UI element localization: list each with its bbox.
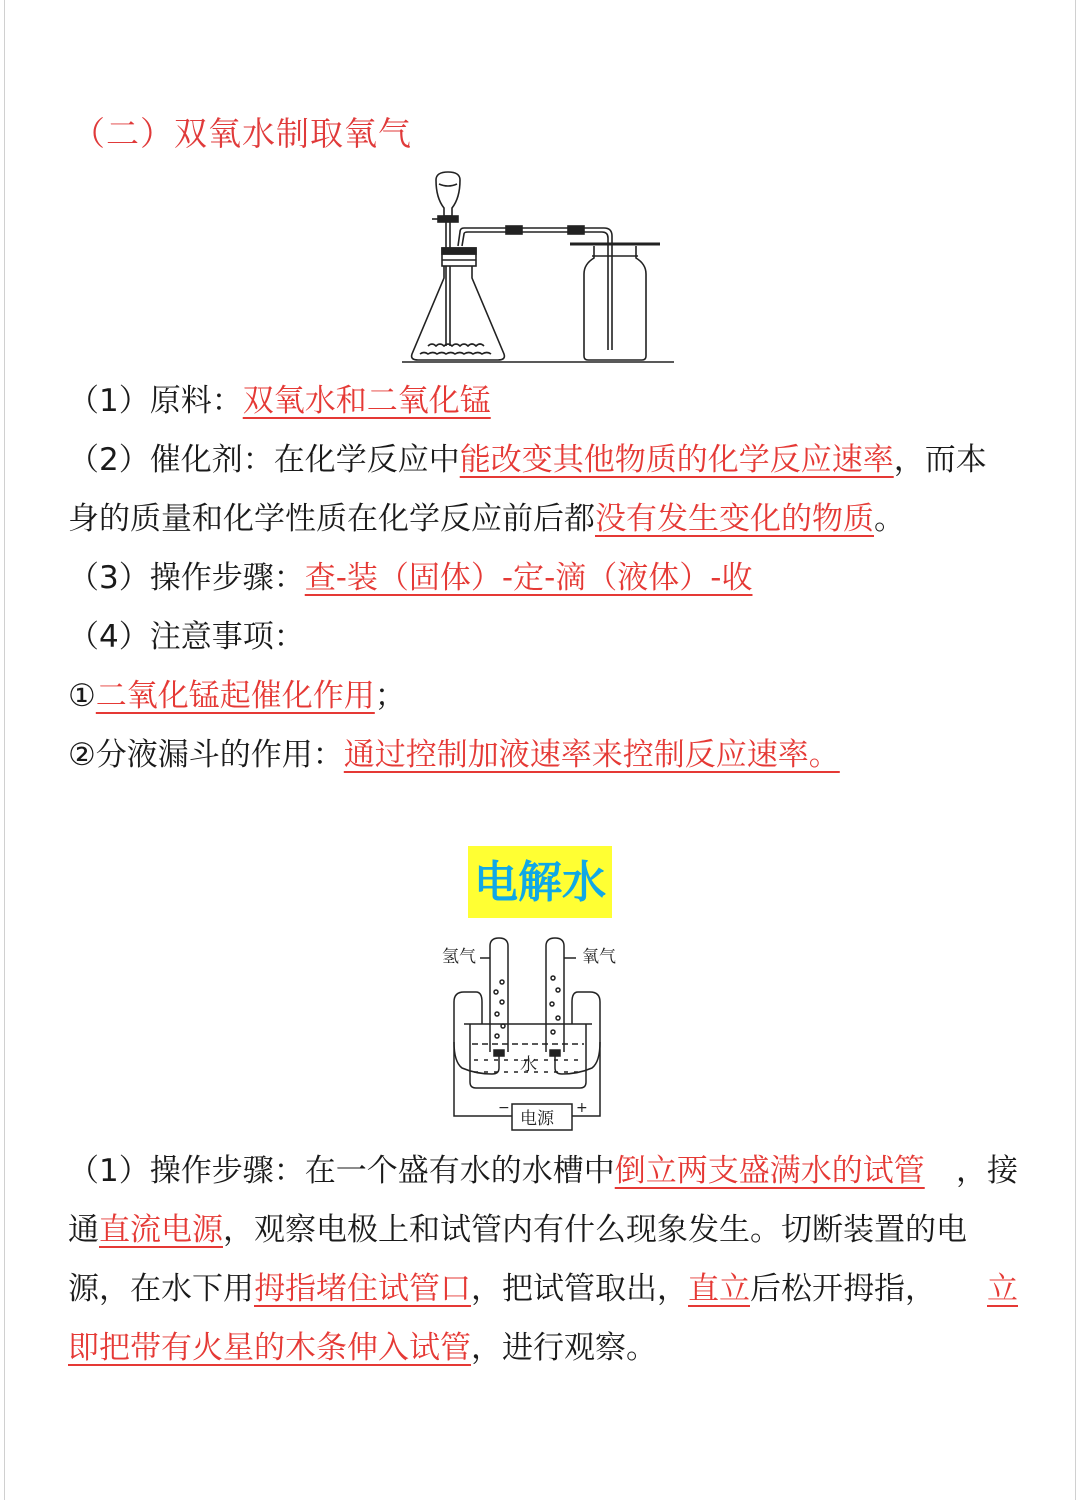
step-answer-4: 即把带有火星的木条伸入试管: [68, 1330, 471, 1366]
step-answer-3b: 直立: [688, 1271, 750, 1307]
step-text-3c: 后松开拇指，: [750, 1271, 936, 1307]
steps-answer: 查-装（固体）-定-滴（液体）-收: [304, 560, 753, 596]
step-text-3b: ，把试管取出，: [471, 1271, 688, 1307]
hydrogen-label: 氢气: [442, 947, 476, 967]
hydrogen-peroxide-notes: [68, 372, 1018, 785]
electrolysis-steps: [68, 1142, 1018, 1378]
page-border-left: [4, 0, 5, 1500]
step-text-1b: ，接: [956, 1153, 1018, 1189]
step-text-4b: ，进行观察。: [471, 1330, 657, 1366]
note-2-answer: 通过控制加液速率来控制反应速率。: [343, 737, 840, 773]
steps-line: [68, 549, 1018, 608]
catalyst-mid-text: ，而本: [893, 442, 987, 478]
step-text-3a: 源，在水下用: [68, 1271, 254, 1307]
step-answer-3c: 立: [987, 1271, 1018, 1307]
material-line: [68, 372, 1018, 431]
material-answer: 双氧水和二氧化锰: [242, 383, 491, 419]
note-2-line: [68, 726, 1018, 785]
hydrogen-peroxide-apparatus-figure: [398, 168, 678, 368]
electrolysis-step-line-2: [68, 1201, 1018, 1260]
section-title: （二）双氧水制取氧气: [72, 114, 412, 153]
step-answer-2: 直流电源: [99, 1212, 223, 1248]
catalyst-continued: 身的质量和化学性质在化学反应前后都: [68, 501, 595, 537]
catalyst-label: （2）催化剂：在化学反应中: [68, 442, 460, 478]
step-text-1a: （1）操作步骤：在一个盛有水的水槽中: [68, 1153, 615, 1189]
catalyst-line-2: [68, 490, 1018, 549]
step-text-2a: 通: [68, 1212, 99, 1248]
step-answer-3a: 拇指堵住试管口: [254, 1271, 471, 1307]
power-label: 电源: [520, 1109, 554, 1129]
note-1-answer: 二氧化锰起催化作用: [95, 678, 375, 714]
note-1-prefix: ①: [68, 678, 96, 714]
electrolysis-figure: [436, 932, 636, 1136]
notes-label: （4）注意事项：: [68, 619, 305, 655]
plus-label: +: [576, 1100, 588, 1116]
note-1-line: [68, 667, 1018, 726]
electrolysis-step-line-1: [68, 1142, 1018, 1201]
note-1-end: ；: [374, 678, 406, 714]
oxygen-label: 氧气: [582, 947, 616, 967]
electrolysis-step-line-3: [68, 1260, 1018, 1319]
notes-line: [68, 608, 1018, 667]
water-label: 水: [520, 1055, 537, 1075]
electrolysis-step-line-4: [68, 1319, 1018, 1378]
page-border-right: [1075, 0, 1076, 1500]
catalyst-answer-2: 没有发生变化的物质: [595, 501, 874, 537]
step-answer-1: 倒立两支盛满水的试管: [614, 1153, 925, 1189]
catalyst-end: 。: [874, 501, 905, 537]
catalyst-line: [68, 431, 1018, 490]
material-label: （1）原料：: [68, 383, 243, 419]
note-2-label: ②分液漏斗的作用：: [68, 737, 344, 773]
catalyst-answer-1: 能改变其他物质的化学反应速率: [459, 442, 894, 478]
electrolysis-heading: 电解水: [468, 846, 612, 918]
electrolysis-heading-wrap: [0, 846, 1080, 918]
steps-label: （3）操作步骤：: [68, 560, 305, 596]
minus-label: −: [498, 1100, 510, 1116]
step-text-2b: ，观察电极上和试管内有什么现象发生。切断装置的电: [223, 1212, 967, 1248]
